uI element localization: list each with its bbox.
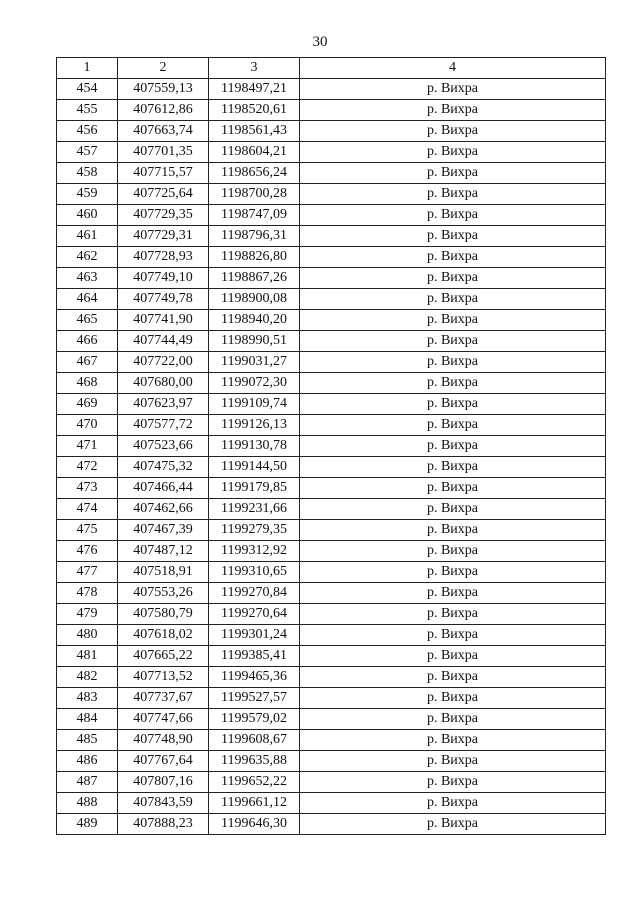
- y-coordinate-cell: 1199646,30: [209, 814, 300, 835]
- y-coordinate-cell: 1199465,36: [209, 667, 300, 688]
- description-cell: р. Вихра: [300, 184, 606, 205]
- table-row: [57, 226, 606, 247]
- description-cell: р. Вихра: [300, 121, 606, 142]
- point-number-cell: 485: [57, 730, 118, 751]
- y-coordinate-cell: 1199385,41: [209, 646, 300, 667]
- table-row: [57, 793, 606, 814]
- y-coordinate-cell: 1199312,92: [209, 541, 300, 562]
- table-row: [57, 520, 606, 541]
- point-number-cell: 486: [57, 751, 118, 772]
- x-coordinate-cell: 407715,57: [118, 163, 209, 184]
- x-coordinate-cell: 407467,39: [118, 520, 209, 541]
- y-coordinate-cell: 1198561,43: [209, 121, 300, 142]
- point-number-cell: 471: [57, 436, 118, 457]
- table-row: [57, 373, 606, 394]
- y-coordinate-cell: 1198520,61: [209, 100, 300, 121]
- description-cell: р. Вихра: [300, 520, 606, 541]
- y-coordinate-cell: 1199635,88: [209, 751, 300, 772]
- x-coordinate-cell: 407518,91: [118, 562, 209, 583]
- point-number-cell: 472: [57, 457, 118, 478]
- point-number-cell: 480: [57, 625, 118, 646]
- table-row: [57, 583, 606, 604]
- header-col-3: 3: [209, 58, 300, 79]
- description-cell: р. Вихра: [300, 226, 606, 247]
- x-coordinate-cell: 407663,74: [118, 121, 209, 142]
- table-row: [57, 604, 606, 625]
- description-cell: р. Вихра: [300, 205, 606, 226]
- description-cell: р. Вихра: [300, 247, 606, 268]
- y-coordinate-cell: 1199652,22: [209, 772, 300, 793]
- y-coordinate-cell: 1199279,35: [209, 520, 300, 541]
- point-number-cell: 488: [57, 793, 118, 814]
- x-coordinate-cell: 407748,90: [118, 730, 209, 751]
- point-number-cell: 460: [57, 205, 118, 226]
- x-coordinate-cell: 407580,79: [118, 604, 209, 625]
- description-cell: р. Вихра: [300, 604, 606, 625]
- y-coordinate-cell: 1199270,64: [209, 604, 300, 625]
- table-row: [57, 79, 606, 100]
- x-coordinate-cell: 407713,52: [118, 667, 209, 688]
- table-row: [57, 352, 606, 373]
- y-coordinate-cell: 1199270,84: [209, 583, 300, 604]
- description-cell: р. Вихра: [300, 352, 606, 373]
- description-cell: р. Вихра: [300, 583, 606, 604]
- point-number-cell: 462: [57, 247, 118, 268]
- description-cell: р. Вихра: [300, 415, 606, 436]
- x-coordinate-cell: 407553,26: [118, 583, 209, 604]
- point-number-cell: 481: [57, 646, 118, 667]
- page-number: 30: [312, 34, 328, 50]
- point-number-cell: 468: [57, 373, 118, 394]
- table-row: [57, 688, 606, 709]
- point-number-cell: 473: [57, 478, 118, 499]
- x-coordinate-cell: 407577,72: [118, 415, 209, 436]
- y-coordinate-cell: 1198990,51: [209, 331, 300, 352]
- x-coordinate-cell: 407487,12: [118, 541, 209, 562]
- y-coordinate-cell: 1198826,80: [209, 247, 300, 268]
- description-cell: р. Вихра: [300, 100, 606, 121]
- y-coordinate-cell: 1198604,21: [209, 142, 300, 163]
- x-coordinate-cell: 407612,86: [118, 100, 209, 121]
- y-coordinate-cell: 1198900,08: [209, 289, 300, 310]
- description-cell: р. Вихра: [300, 709, 606, 730]
- point-number-cell: 458: [57, 163, 118, 184]
- table-row: [57, 751, 606, 772]
- table-row: [57, 499, 606, 520]
- x-coordinate-cell: 407747,66: [118, 709, 209, 730]
- point-number-cell: 463: [57, 268, 118, 289]
- x-coordinate-cell: 407722,00: [118, 352, 209, 373]
- x-coordinate-cell: 407701,35: [118, 142, 209, 163]
- point-number-cell: 475: [57, 520, 118, 541]
- description-cell: р. Вихра: [300, 646, 606, 667]
- y-coordinate-cell: 1198700,28: [209, 184, 300, 205]
- description-cell: р. Вихра: [300, 499, 606, 520]
- description-cell: р. Вихра: [300, 79, 606, 100]
- x-coordinate-cell: 407725,64: [118, 184, 209, 205]
- table-row: [57, 268, 606, 289]
- x-coordinate-cell: 407729,31: [118, 226, 209, 247]
- description-cell: р. Вихра: [300, 625, 606, 646]
- header-row: [57, 58, 606, 79]
- description-cell: р. Вихра: [300, 310, 606, 331]
- table-row: [57, 142, 606, 163]
- point-number-cell: 478: [57, 583, 118, 604]
- table-row: [57, 457, 606, 478]
- x-coordinate-cell: 407888,23: [118, 814, 209, 835]
- description-cell: р. Вихра: [300, 478, 606, 499]
- point-number-cell: 466: [57, 331, 118, 352]
- x-coordinate-cell: 407462,66: [118, 499, 209, 520]
- x-coordinate-cell: 407665,22: [118, 646, 209, 667]
- description-cell: р. Вихра: [300, 751, 606, 772]
- y-coordinate-cell: 1199527,57: [209, 688, 300, 709]
- point-number-cell: 470: [57, 415, 118, 436]
- x-coordinate-cell: 407728,93: [118, 247, 209, 268]
- y-coordinate-cell: 1199301,24: [209, 625, 300, 646]
- point-number-cell: 457: [57, 142, 118, 163]
- x-coordinate-cell: 407623,97: [118, 394, 209, 415]
- table-row: [57, 331, 606, 352]
- table-row: [57, 289, 606, 310]
- point-number-cell: 484: [57, 709, 118, 730]
- header-col-4: 4: [300, 58, 606, 79]
- table-row: [57, 394, 606, 415]
- table-row: [57, 121, 606, 142]
- table-row: [57, 667, 606, 688]
- table-row: [57, 562, 606, 583]
- table-row: [57, 814, 606, 835]
- table-row: [57, 247, 606, 268]
- table-row: [57, 772, 606, 793]
- y-coordinate-cell: 1198940,20: [209, 310, 300, 331]
- x-coordinate-cell: 407618,02: [118, 625, 209, 646]
- y-coordinate-cell: 1198497,21: [209, 79, 300, 100]
- header-col-2: 2: [118, 58, 209, 79]
- point-number-cell: 479: [57, 604, 118, 625]
- y-coordinate-cell: 1199072,30: [209, 373, 300, 394]
- x-coordinate-cell: 407523,66: [118, 436, 209, 457]
- description-cell: р. Вихра: [300, 562, 606, 583]
- table-row: [57, 730, 606, 751]
- coordinates-table: [56, 57, 606, 835]
- x-coordinate-cell: 407729,35: [118, 205, 209, 226]
- x-coordinate-cell: 407744,49: [118, 331, 209, 352]
- description-cell: р. Вихра: [300, 814, 606, 835]
- table-row: [57, 163, 606, 184]
- x-coordinate-cell: 407475,32: [118, 457, 209, 478]
- description-cell: р. Вихра: [300, 331, 606, 352]
- y-coordinate-cell: 1199031,27: [209, 352, 300, 373]
- point-number-cell: 482: [57, 667, 118, 688]
- table-body: [57, 79, 606, 835]
- point-number-cell: 454: [57, 79, 118, 100]
- table-row: [57, 205, 606, 226]
- x-coordinate-cell: 407559,13: [118, 79, 209, 100]
- point-number-cell: 474: [57, 499, 118, 520]
- description-cell: р. Вихра: [300, 163, 606, 184]
- point-number-cell: 461: [57, 226, 118, 247]
- x-coordinate-cell: 407767,64: [118, 751, 209, 772]
- x-coordinate-cell: 407749,10: [118, 268, 209, 289]
- table-row: [57, 310, 606, 331]
- point-number-cell: 487: [57, 772, 118, 793]
- header-col-1: 1: [57, 58, 118, 79]
- description-cell: р. Вихра: [300, 793, 606, 814]
- description-cell: р. Вихра: [300, 436, 606, 457]
- y-coordinate-cell: 1198747,09: [209, 205, 300, 226]
- point-number-cell: 469: [57, 394, 118, 415]
- x-coordinate-cell: 407466,44: [118, 478, 209, 499]
- description-cell: р. Вихра: [300, 541, 606, 562]
- point-number-cell: 456: [57, 121, 118, 142]
- description-cell: р. Вихра: [300, 730, 606, 751]
- x-coordinate-cell: 407741,90: [118, 310, 209, 331]
- point-number-cell: 483: [57, 688, 118, 709]
- y-coordinate-cell: 1199231,66: [209, 499, 300, 520]
- x-coordinate-cell: 407843,59: [118, 793, 209, 814]
- table-row: [57, 100, 606, 121]
- y-coordinate-cell: 1199109,74: [209, 394, 300, 415]
- table-row: [57, 415, 606, 436]
- y-coordinate-cell: 1199144,50: [209, 457, 300, 478]
- x-coordinate-cell: 407807,16: [118, 772, 209, 793]
- description-cell: р. Вихра: [300, 772, 606, 793]
- point-number-cell: 489: [57, 814, 118, 835]
- y-coordinate-cell: 1199661,12: [209, 793, 300, 814]
- point-number-cell: 459: [57, 184, 118, 205]
- x-coordinate-cell: 407749,78: [118, 289, 209, 310]
- y-coordinate-cell: 1198867,26: [209, 268, 300, 289]
- description-cell: р. Вихра: [300, 373, 606, 394]
- description-cell: р. Вихра: [300, 667, 606, 688]
- table-row: [57, 184, 606, 205]
- description-cell: р. Вихра: [300, 289, 606, 310]
- table-header: [57, 58, 606, 79]
- y-coordinate-cell: 1198656,24: [209, 163, 300, 184]
- point-number-cell: 464: [57, 289, 118, 310]
- table-row: [57, 478, 606, 499]
- y-coordinate-cell: 1199579,02: [209, 709, 300, 730]
- x-coordinate-cell: 407680,00: [118, 373, 209, 394]
- description-cell: р. Вихра: [300, 457, 606, 478]
- table-row: [57, 709, 606, 730]
- point-number-cell: 477: [57, 562, 118, 583]
- y-coordinate-cell: 1199130,78: [209, 436, 300, 457]
- point-number-cell: 476: [57, 541, 118, 562]
- y-coordinate-cell: 1199179,85: [209, 478, 300, 499]
- point-number-cell: 467: [57, 352, 118, 373]
- point-number-cell: 465: [57, 310, 118, 331]
- description-cell: р. Вихра: [300, 268, 606, 289]
- y-coordinate-cell: 1199310,65: [209, 562, 300, 583]
- table-row: [57, 646, 606, 667]
- table-row: [57, 436, 606, 457]
- y-coordinate-cell: 1198796,31: [209, 226, 300, 247]
- table-row: [57, 541, 606, 562]
- x-coordinate-cell: 407737,67: [118, 688, 209, 709]
- table-row: [57, 625, 606, 646]
- y-coordinate-cell: 1199608,67: [209, 730, 300, 751]
- description-cell: р. Вихра: [300, 688, 606, 709]
- description-cell: р. Вихра: [300, 394, 606, 415]
- y-coordinate-cell: 1199126,13: [209, 415, 300, 436]
- description-cell: р. Вихра: [300, 142, 606, 163]
- point-number-cell: 455: [57, 100, 118, 121]
